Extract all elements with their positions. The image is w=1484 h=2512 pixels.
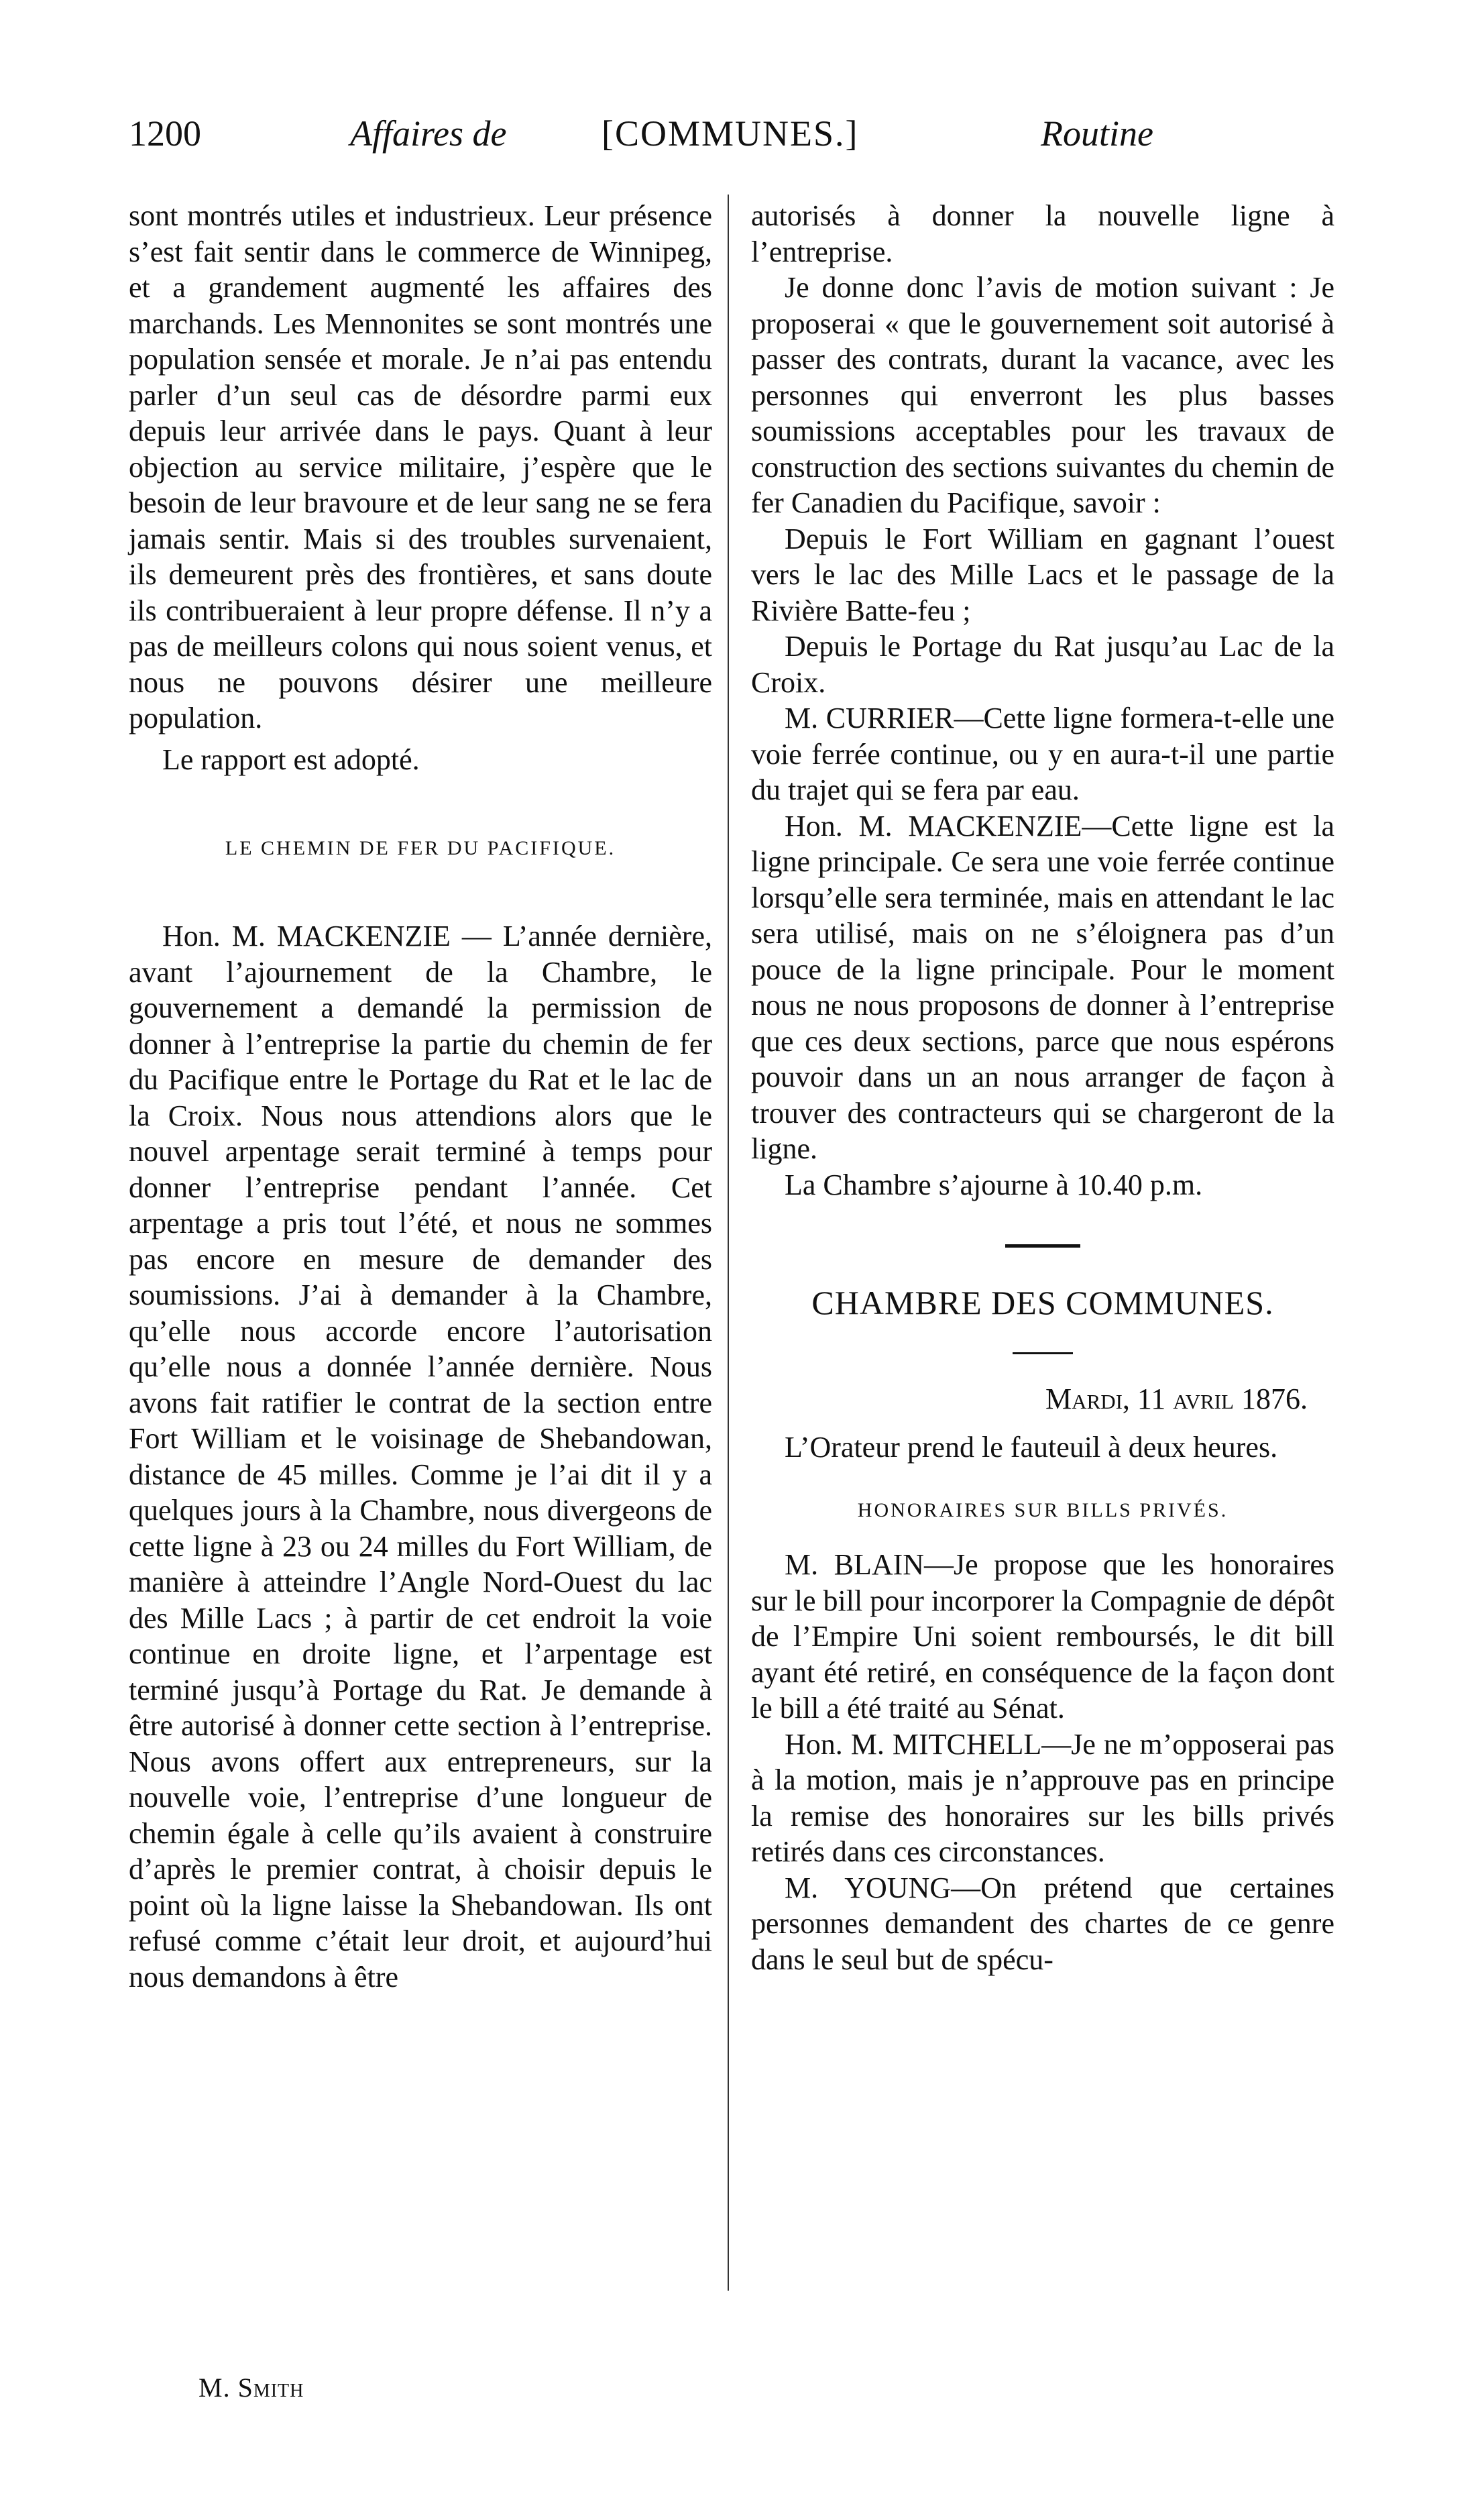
paragraph: Je donne donc l’avis de motion suivant : Je proposerai « que le gouvernement soit autorisé à passer des contrats, durant la vacance, avec les personnes qui enverront les plus basses soumissions acceptables pour les travaux de construction des sections suivantes du chemin de fer Canadien du Pacifique, savoir : xyxy=(751,271,1334,519)
paragraph: Le rapport est adopté. xyxy=(162,743,420,776)
paragraph: Depuis le Fort William en gagnant l’ouest vers le lac des Mille Lacs et le passage de la Rivière Batte-feu ; xyxy=(751,522,1334,627)
right-column xyxy=(751,198,1334,1977)
header-left-title: Affaires de xyxy=(350,113,507,154)
paragraph: M. CURRIER—Cette ligne formera-t-elle une voie ferrée continue, ou y en aura-t-il une partie du trajet qui se fera par eau. xyxy=(751,702,1334,806)
paragraph: autorisés à donner la nouvelle ligne à l’entreprise. xyxy=(751,199,1334,268)
paragraph: Hon. M. MACKENZIE — L’année dernière, avant l’ajournement de la Chambre, le gouvernement a demandé la permission de donner à l’entreprise la partie du chemin de fer du Pacifique entre le Portage du Rat et le lac de la Croix. Nous nous attendions alors que le nouvel arpentage serait terminé à temps pour donner l’entreprise pendant l’année. Cet arpentage a pris tout l’été, et nous ne sommes pas encore en mesure de demander des soumissions. J’ai à demander à la Chambre, qu’elle nous accorde encore l’autorisation qu’elle nous a donnée l’année dernière. Nous avons fait ratifier le contrat de la section entre Fort William et le voisinage de Shebandowan, distance de 45 milles. Comme je l’ai dit il y a quelques jours à la Chambre, nous divergeons de cette ligne à 23 ou 24 milles du Fort William, de manière à atteindre l’Angle Nord-Ouest du lac des Mille Lacs ; à partir de cet endroit la voie continue en droite ligne, et l’arpentage est terminé jusqu’à Portage du Rat. Je demande à être autorisé à donner cette section à l’entreprise. Nous avons offert aux entrepreneurs, sur la nouvelle voie, l’entreprise d’une longueur de chemin égale à celle qu’ils avaient à construire d’après le premier contrat, à choisir depuis le point où la ligne laisse la Shebandowan. Ils ont refusé comme c’était leur droit, et aujourd’hui nous demandons à être xyxy=(129,920,712,1994)
paragraph: sont montrés utiles et industrieux. Leur présence s’est fait sentir dans le commerce de Winnipeg, et a grandement augmenté les affaires des marchands. Les Mennonites se sont montrés une population sensée et morale. Je n’ai pas entendu parler d’un seul cas de désordre parmi eux depuis leur arrivée dans le pays. Quant à leur objection au service militaire, j’espère que le besoin de leur bravoure et de leur sang ne se fera jamais sentir. Mais si des troubles survenaient, ils demeurent près des frontières, et sans doute ils contribueraient à leur propre défense. Il n’y a pas de meilleurs colons qui nous soient venus, et nous ne pouvons désirer une meilleure population. xyxy=(129,199,712,734)
header-right-title: Routine xyxy=(1041,113,1153,154)
chamber-title: CHAMBRE DES COMMUNES. xyxy=(811,1284,1274,1321)
column-divider xyxy=(728,195,729,2291)
dateline: Mardi, 11 avril 1876. xyxy=(1045,1382,1308,1415)
section-heading: LE CHEMIN DE FER DU PACIFIQUE. xyxy=(225,837,616,859)
running-header xyxy=(129,113,1352,173)
title-rule xyxy=(1013,1352,1073,1354)
paragraph: Depuis le Portage du Rat jusqu’au Lac de la Croix. xyxy=(751,630,1334,699)
paragraph: M. BLAIN—Je propose que les honoraires sur le bill pour incorporer la Compagnie de dépôt de l’Empire Uni soient remboursés, le dit bill ayant été retiré, en conséquence de la façon dont le bill a été traité au Sénat. xyxy=(751,1548,1334,1725)
paragraph: La Chambre s’ajourne à 10.40 p.m. xyxy=(785,1168,1203,1201)
header-center-title: [COMMUNES.] xyxy=(602,113,859,154)
paragraph: Hon. M. MACKENZIE—Cette ligne est la ligne principale. Ce sera une voie ferrée continue lorsqu’elle sera terminée, mais en attendant le lac sera utilisé, mais on ne s’éloignera pas d’un pouce de la ligne principale. Pour le moment nous ne nous proposons de donner à l’entreprise que ces deux sections, parce que nous espérons pouvoir dans un an nous arranger de façon à trouver des contracteurs qui se chargeront de la ligne. xyxy=(751,809,1334,1165)
left-column xyxy=(129,198,712,1995)
paragraph: L’Orateur prend le fauteuil à deux heures. xyxy=(785,1430,1278,1464)
signature-mark: M. Smith xyxy=(198,2372,304,2403)
section-heading: HONORAIRES SUR BILLS PRIVÉS. xyxy=(857,1499,1229,1521)
page-number: 1200 xyxy=(129,113,201,154)
paragraph: M. YOUNG—On prétend que certaines personnes demandent des chartes de ce genre dans le seul but de spécu- xyxy=(751,1871,1334,1976)
section-rule xyxy=(1005,1244,1080,1248)
paragraph: Hon. M. MITCHELL—Je ne m’opposerai pas à la motion, mais je n’approuve pas en principe la remise des honoraires sur les bills privés retirés dans ces circonstances. xyxy=(751,1727,1334,1868)
